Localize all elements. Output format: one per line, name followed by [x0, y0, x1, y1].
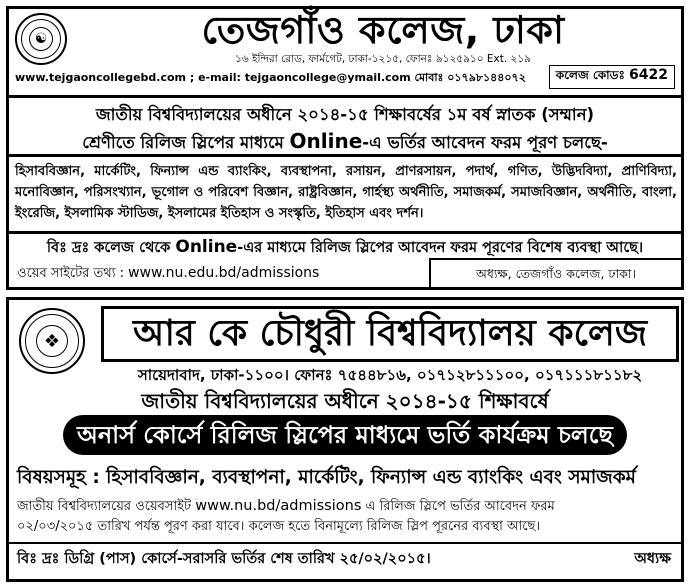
university-college-seal-icon: ❖ [19, 308, 85, 374]
subject-list: হিসাববিজ্ঞান, মার্কেটিং, ফিন্যান্স এন্ড ব্যাংকিং, ব্যবস্থাপনা, রসায়ন, প্রাণরসায়ন, পদার্থ, গণিত, উদ্ভিদবিদ্যা, প্রাণিবিদ্যা, মনোবিজ্ঞান, পরিসংখ্যান, ভূগোল ও পরিবেশ বিজ্ঞান, রাষ্ট্রবিজ্ঞান, গার্হস্থ্য অর্থনীতি, সমাজকর্ম, সমাজবিজ্ঞান, অর্থনীতি, বাংলা, ইংরেজি, ইসলামিক স্টাডিজ, ইসলামের ইতিহাস ও সংস্কৃতি, ইতিহাস এবং দর্শন। [15, 164, 677, 221]
website-url: www.nu.bd/admissions [195, 498, 362, 514]
college-code-box [549, 65, 675, 89]
college-address: ১৬ ইন্দিরা রোড, ফার্মগেট, ঢাকা-১২১৫, ফোনঃ ৯১২৫৯১০ Ext. ২১৯ [235, 53, 531, 65]
notice-line-2-end: -এ ভর্তির আবেদন ফরম পূরণ চলছে- [362, 133, 608, 152]
college-seal-icon: ☯ [15, 13, 67, 65]
notice-line-1: জাতীয় বিশ্ববিদ্যালয়ের অধীনে ২০১৪-১৫ শিক্ষাবর্ষের ১ম বর্ষ স্নাতক (সম্মান) [95, 105, 595, 124]
notice-line-2 [17, 128, 673, 156]
admission-notice [9, 95, 681, 157]
note-end: -এর মাধ্যমে রিলিজ স্লিপের আবেদন ফরম পূরণের বিশেষ ব্যবস্থা আছে। [237, 240, 644, 256]
note-online-word: Online [175, 237, 238, 257]
principal-signature: অধ্যক্ষ, তেজগাঁও কলেজ, ঢাকা। [429, 258, 681, 287]
subject-list: বিষয়সমূহ : হিসাববিজ্ঞান, ব্যবস্থাপনা, মার্কেটিং, ফিন্যান্স এন্ড ব্যাংকিং এবং সমাজকর্ম [17, 467, 636, 488]
college-code-label: কলেজ কোডঃ [555, 68, 625, 82]
details-line-2: ০২/০৩/২০১৫ তারিখ পর্যন্ত পূরণ করা যাবে। কলেজ হতে বিনামূল্যে রিলিজ স্লিপ পূরনের ব্যবস্থা আছে। [17, 519, 540, 534]
footer-note-text: বিঃ দ্রঃ ডিগ্রি (পাস) কোর্সে-সরাসরি ভর্তির শেষ তারিখ ২৫/০২/২০১৫। [17, 551, 431, 567]
website-label: ওয়েব সাইটের তথ্য : [17, 266, 129, 281]
details-line-1 [17, 496, 679, 517]
details-end: এ রিলিজ স্লিপে ভর্তির আবেদন ফরম [361, 499, 555, 514]
principal-signature: অধ্যক্ষ [634, 551, 671, 567]
website-info [17, 264, 319, 285]
note-start: বিঃ দ্রঃ কলেজ থেকে [46, 240, 176, 256]
online-word: Online [289, 129, 363, 153]
college-title: আর কে চৌধুরী বিশ্ববিদ্যালয় কলেজ [101, 306, 679, 362]
college-contact: www.tejgaoncollegebd.com ; e-mail: tejgaoncollege@ymail.com মোবাঃ ০১৭৯৮১৪৪০৭২ [15, 71, 526, 84]
admission-banner: অনার্স কোর্সে রিলিজ স্লিপের মাধ্যমে ভর্তি কার্যক্রম চলছে [63, 415, 627, 455]
details-start: জাতীয় বিশ্ববিদ্যালয়ের ওয়েবসাইট [17, 499, 196, 514]
website-url: www.nu.edu.bd/admissions [128, 265, 320, 281]
footer-note [9, 542, 681, 572]
university-line: জাতীয় বিশ্ববিদ্যালয়ের অধীনে ২০১৪-১৫ শিক্ষাবর্ষে [141, 389, 549, 413]
tejgaon-college-advertisement [6, 6, 684, 290]
rk-chowdhury-college-advertisement [6, 297, 684, 582]
special-note [9, 231, 681, 258]
notice-line-2-start: শ্রেণীতে রিলিজ স্লিপের মাধ্যমে [82, 133, 290, 152]
admission-details [17, 496, 679, 537]
college-code-value: 6422 [629, 67, 668, 83]
college-address: সায়েদাবাদ, ঢাকা-১১০০। ফোনঃ ৭৫৪৪৮১৬, ০১৭১২৮১১১০০, ০১৭১১১৮১১৮২ [137, 366, 643, 384]
college-title: তেজগাঁও কলেজ, ঢাকা [201, 8, 565, 52]
